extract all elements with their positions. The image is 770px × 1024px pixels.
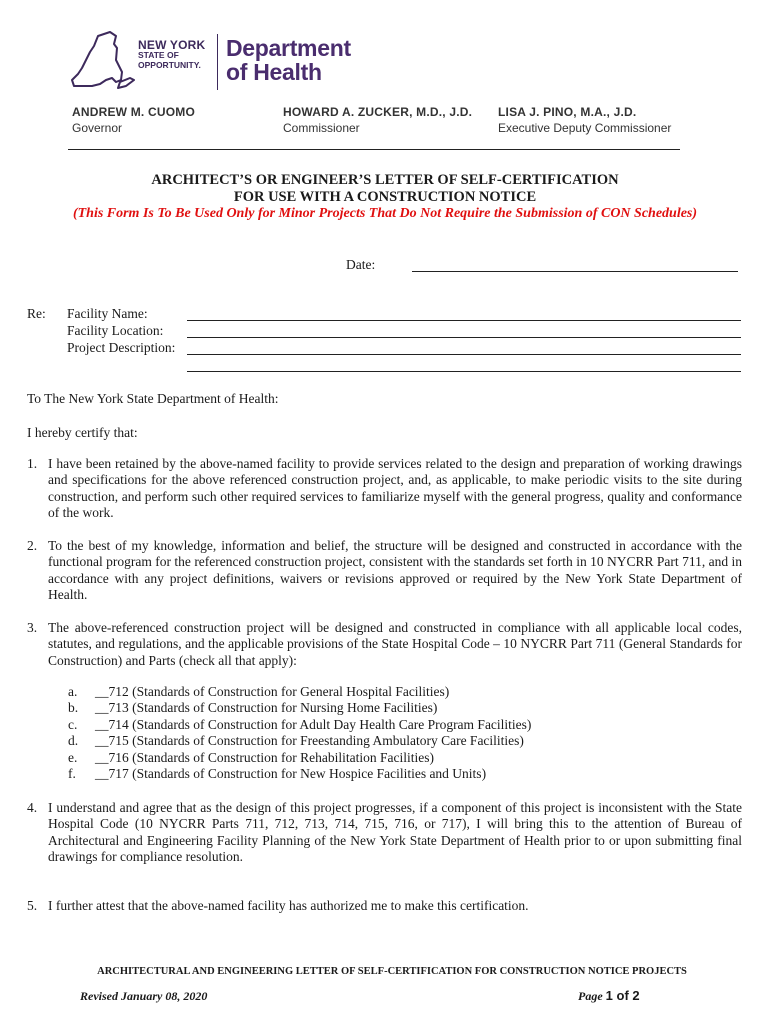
part-option-717[interactable] (68, 766, 531, 782)
certify-statement: I hereby certify that: (27, 425, 138, 440)
logo-divider (217, 34, 218, 90)
re-label: Re: (27, 306, 46, 321)
option-text: __714 (Standards of Construction for Adult Day Health Care Program Facilities) (95, 716, 532, 732)
page-count: 1 of 2 (605, 988, 640, 1003)
facility-location-label: Facility Location: (67, 323, 164, 338)
nys-doh-logo (70, 30, 370, 100)
facility-name-label: Facility Name: (67, 306, 148, 321)
form-title-line1: ARCHITECT’S OR ENGINEER’S LETTER OF SELF-CERTIFICATION (151, 172, 619, 188)
part-option-713[interactable] (68, 700, 531, 716)
official-name: HOWARD A. ZUCKER, M.D., J.D. (283, 105, 473, 119)
state-of-opportunity-wordmark (138, 40, 205, 70)
official-governor (72, 104, 195, 136)
option-letter: c. (68, 716, 78, 732)
official-title: Governor (72, 121, 123, 135)
project-description-field[interactable] (187, 354, 741, 355)
page-number (578, 988, 640, 1004)
option-letter: d. (68, 733, 79, 749)
part-option-712[interactable] (68, 684, 531, 700)
part-option-714[interactable] (68, 717, 531, 733)
project-description-label: Project Description: (67, 340, 176, 355)
option-letter: f. (68, 766, 76, 782)
page-word: Page (578, 989, 606, 1003)
certification-item-4: I understand and agree that as the design of this project progresses, if a component of this project is inconsistent with the State Hospital Code (10 NYCRR Parts 711, 712, 713, 714, 715, 716, or 717), I will bring this to the attention of Bureau of Architectural and Engineering Facility Planning of the New York State Department of Health prior to or upon submitting final drawings for compliance resolution. (48, 800, 742, 864)
certification-item-3: The above-referenced construction project will be designed and constructed in compliance with all applicable local codes, statutes, and regulations, and the applicable provisions of the State Hospital Code – 10 NYCRR Part 711 (General Standards for Construction) and Parts (check all that apply): (48, 620, 742, 668)
part-option-716[interactable] (68, 750, 531, 766)
footer-title: ARCHITECTURAL AND ENGINEERING LETTER OF SELF-CERTIFICATION FOR CONSTRUCTION NOTICE PROJECTS (97, 966, 687, 977)
official-title: Executive Deputy Commissioner (498, 121, 672, 135)
official-deputy-commissioner (498, 104, 671, 136)
revised-date: Revised January 08, 2020 (80, 989, 208, 1003)
certification-item-5: I further attest that the above-named facility has authorized me to make this certification. (48, 898, 529, 913)
official-title: Commissioner (283, 121, 360, 135)
header-divider (68, 149, 680, 150)
option-text: __715 (Standards of Construction for Freestanding Ambulatory Care Facilities) (95, 733, 524, 749)
part-option-715[interactable] (68, 733, 531, 749)
official-name: ANDREW M. CUOMO (72, 105, 195, 119)
official-name: LISA J. PINO, M.A., J.D. (498, 105, 637, 119)
logo-opportunity: OPPORTUNITY. (138, 60, 201, 70)
option-letter: a. (68, 684, 78, 699)
official-commissioner (283, 104, 472, 136)
part-checklist (68, 684, 531, 782)
date-label: Date: (346, 257, 376, 272)
logo-state-of: STATE OF (138, 50, 179, 60)
option-letter: e. (68, 749, 78, 765)
option-letter: b. (68, 700, 79, 716)
option-text: __713 (Standards of Construction for Nursing Home Facilities) (95, 700, 438, 716)
date-field[interactable] (412, 271, 738, 272)
item-number: 3. (27, 620, 38, 635)
item-number: 1. (27, 456, 38, 471)
form-title-line2: FOR USE WITH A CONSTRUCTION NOTICE (233, 189, 537, 205)
facility-location-field[interactable] (187, 337, 741, 338)
item-number: 2. (27, 538, 38, 553)
department-of-health-wordmark (226, 36, 351, 84)
project-description-field-line2[interactable] (187, 371, 741, 372)
certification-item-2: To the best of my knowledge, information and belief, the structure will be designed and constructed in accordance with the functional program for the referenced construction project, consistent with the standards set forth in 10 NYCRR Part 711, and in accordance with any project definitions, waivers or revisions approved or required by the New York State Department of Health. (48, 538, 742, 602)
option-text: __716 (Standards of Construction for Rehabilitation Facilities) (95, 749, 434, 765)
item-number: 4. (27, 800, 38, 815)
form-subtitle: (This Form Is To Be Used Only for Minor Projects That Do Not Require the Submission of CON Schedules) (72, 206, 698, 221)
logo-new-york: NEW YORK (138, 38, 206, 52)
certification-item-1: I have been retained by the above-named facility to provide services related to the design and preparation of working drawings and specifications for the above referenced construction project, and, as applicable, to make periodic visits to the site during construction, and perform such other required services to familiarize myself with the general progress, quality and conformance of the work. (48, 456, 742, 520)
item-number: 5. (27, 898, 38, 913)
option-text: __717 (Standards of Construction for New Hospice Facilities and Units) (95, 766, 487, 782)
logo-department: Department (226, 35, 351, 61)
new-york-state-outline-icon (70, 30, 136, 94)
facility-name-field[interactable] (187, 320, 741, 321)
logo-of-health: of Health (226, 59, 322, 85)
option-text: __712 (Standards of Construction for General Hospital Facilities) (95, 684, 450, 699)
salutation: To The New York State Department of Health: (27, 391, 279, 406)
